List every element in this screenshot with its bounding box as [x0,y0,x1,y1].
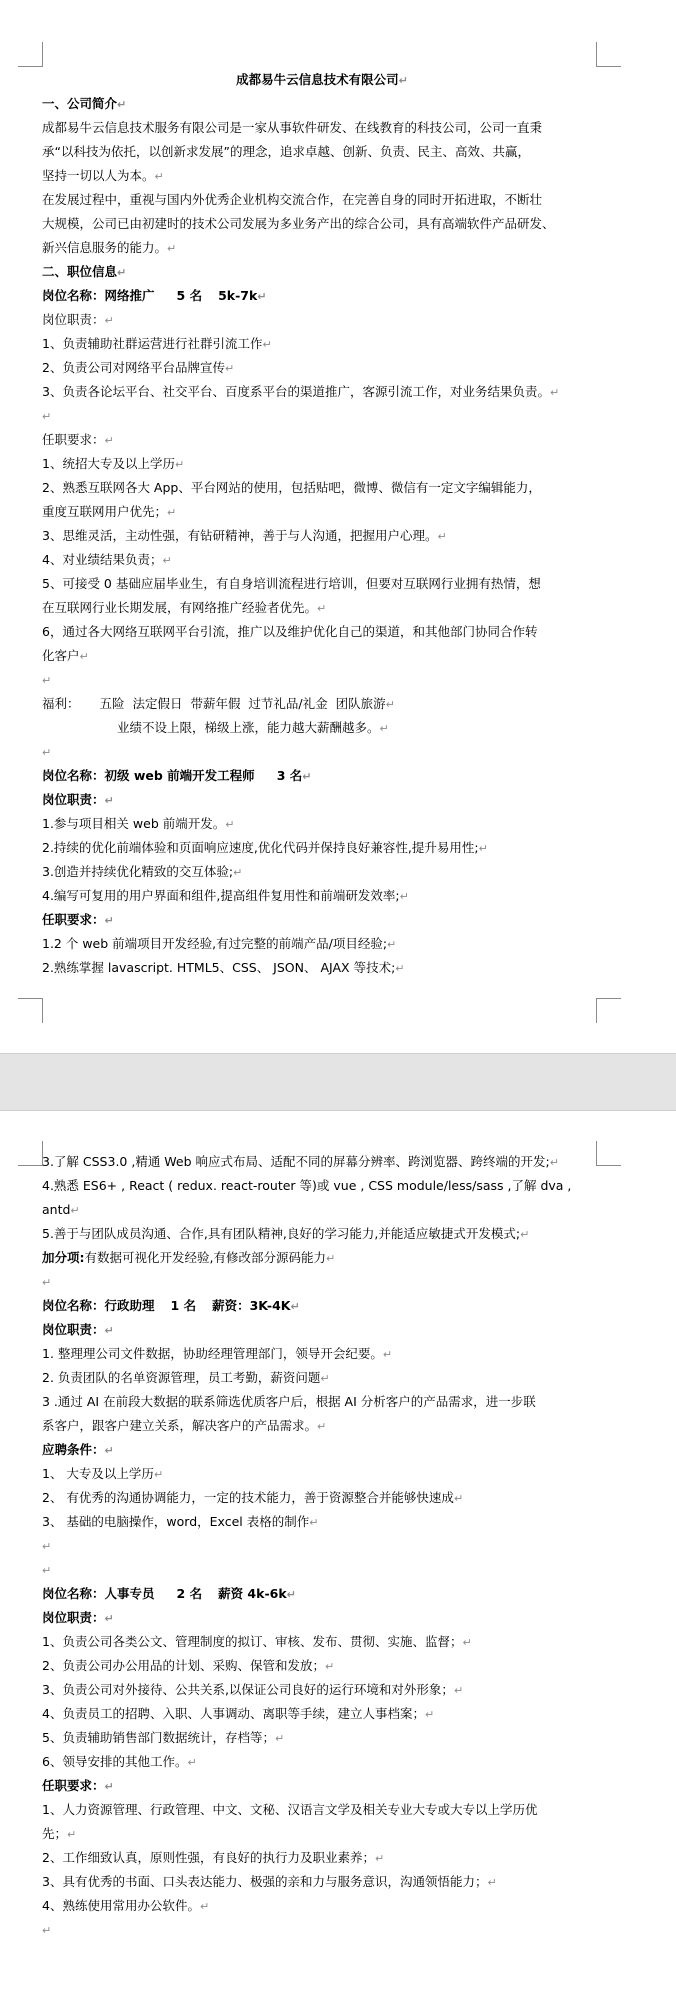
list-item: 2、负责公司办公用品的计划、采购、保管和发放；↵ [42,1658,335,1673]
list-item: 1、负责公司各类公文、管理制度的拟订、审核、发布、贯彻、实施、监督；↵ [42,1634,472,1649]
list-item: 2、熟悉互联网各大 App、平台网站的使用，包括贴吧，微博、微信有一定文字编辑能力， [42,480,541,495]
list-item: 2、工作细致认真，原则性强，有良好的执行力及职业素养；↵ [42,1850,385,1865]
list-item: 1、统招大专及以上学历↵ [42,456,185,471]
job-title: 岗位名称：行政助理 1 名 薪资：3K-4K↵ [42,1298,300,1313]
list-item: 2.持续的优化前端体验和页面响应速度,优化代码并保持良好兼容性,提升易用性;↵ [42,840,488,855]
page-2-body[interactable] [42,1150,602,1942]
list-item: 4.熟悉 ES6+ , React ( redux. react-router 等)或 vue , CSS module/less/sass ,了解 dva , [42,1178,572,1193]
list-item: 3.了解 CSS3.0 ,精通 Web 响应式布局、适配不同的屏幕分辨率、跨浏览器、跨终端的开发;↵ [42,1154,559,1169]
job-title: 岗位名称：人事专员 2 名 薪资 4k-6k↵ [42,1586,296,1601]
list-item: 3、思维灵活，主动性强，有钻研精神，善于与人沟通，把握用户心理。↵ [42,528,447,543]
list-item: 4.编写可复用的用户界面和组件,提高组件复用性和前端研发效率;↵ [42,888,409,903]
list-item: 在互联网行业长期发展，有网络推广经验者优先。↵ [42,600,327,615]
paragraph-line: 新兴信息服务的能力。↵ [42,240,177,255]
list-item: 2、 有优秀的沟通协调能力，一定的技术能力，善于资源整合并能够快速成↵ [42,1490,464,1505]
benefits-line: 业绩不设上限，梯级上涨，能力越大薪酬越多。↵ [117,720,389,735]
label: 任职要求：↵ [42,432,114,447]
list-item: 5.善于与团队成员沟通、合作,具有团队精神,良好的学习能力,并能适应敏捷式开发模式;↵ [42,1226,530,1241]
job-title: 岗位名称：初级 web 前端开发工程师 3 名↵ [42,768,312,783]
list-item: 先；↵ [42,1826,77,1841]
paragraph-line: 在发展过程中，重视与国内外优秀企业机构交流合作，在完善自身的同时开拓进取，不断壮 [42,192,543,207]
list-item: 2. 负责团队的名单资源管理，员工考勤，薪资问题↵ [42,1370,330,1385]
section-heading: 二、职位信息↵ [42,264,127,279]
benefit-tag: 团队旅游 [335,696,386,711]
label: 任职要求：↵ [42,912,114,927]
list-item: 3.创造并持续优化精致的交互体验;↵ [42,864,243,879]
empty-line: ↵ [42,410,52,423]
list-item: 重度互联网用户优先；↵ [42,504,177,519]
list-item: 1、负责辅助社群运营进行社群引流工作↵ [42,336,272,351]
document-title: 成都易牛云信息技术有限公司↵ [236,72,408,87]
benefit-tag: 五险 [99,696,125,711]
crop-mark [18,42,43,67]
crop-mark [596,998,621,1023]
label: 岗位职责：↵ [42,1610,114,1625]
paragraph-line: 大规模，公司已由初建时的技术公司发展为多业务产出的综合公司，具有高端软件产品研发、 [42,216,555,231]
label: 任职要求：↵ [42,1778,114,1793]
list-item: 2、负责公司对网络平台品牌宣传↵ [42,360,235,375]
page-1-body[interactable] [42,68,602,980]
list-item: 5、可接受 0 基础应届毕业生，有自身培训流程进行培训，但要对互联网行业拥有热情，想 [42,576,541,591]
benefit-tag: 带薪年假 [190,696,241,711]
section-heading: 一、公司简介↵ [42,96,127,111]
list-item: 6、领导安排的其他工作。↵ [42,1754,197,1769]
document-page-2 [0,1111,676,2001]
list-item: 2.熟练掌握 lavascript. HTML5、CSS、 JSON、 AJAX 等技术;↵ [42,960,405,975]
list-item: 6，通过各大网络互联网平台引流，推广以及维护优化自己的渠道，和其他部门协同合作转 [42,624,538,639]
list-item: 1. 整理理公司文件数据，协助经理管理部门，领导开会纪要。↵ [42,1346,393,1361]
label: 应聘条件：↵ [42,1442,114,1457]
crop-mark [18,998,43,1023]
paragraph-line: 坚持一切以人为本。↵ [42,168,164,183]
label: 岗位职责：↵ [42,792,114,807]
crop-mark [596,42,621,67]
list-item: 1.2 个 web 前端项目开发经验,有过完整的前端产品/项目经验;↵ [42,936,397,951]
benefits-line: 福利： 五险 法定假日 带薪年假 过节礼品/礼金 团队旅游↵ [42,696,395,711]
list-item: 4、负责员工的招聘、入职、人事调动、离职等手续，建立人事档案；↵ [42,1706,435,1721]
bonus-line: 加分项:有数据可视化开发经验,有修改部分源码能力↵ [42,1250,336,1265]
empty-line: ↵ [42,746,52,759]
paragraph-line: 成都易牛云信息技术服务有限公司是一家从事软件研发、在线教育的科技公司，公司一直秉 [42,120,543,135]
empty-line: ↵ [42,1276,52,1289]
benefit-tag: 法定假日 [132,696,183,711]
list-item: 4、熟练使用常用办公软件。↵ [42,1898,210,1913]
page-separator [0,1053,676,1111]
crop-mark [18,1141,43,1166]
list-item: 3、 基础的电脑操作，word，Excel 表格的制作↵ [42,1514,319,1529]
paragraph-line: 承“以科技为依托，以创新求发展”的理念，追求卓越、创新、负责、民主、高效、共赢， [42,144,530,159]
list-item: 1.参与项目相关 web 前端开发。↵ [42,816,235,831]
list-item: 1、人力资源管理、行政管理、中文、文秘、汉语言文学及相关专业大专或大专以上学历优 [42,1802,538,1817]
job-title: 岗位名称：网络推广 5 名 5k-7k↵ [42,288,267,303]
empty-line: ↵ [42,1540,52,1553]
empty-line: ↵ [42,1924,52,1937]
list-item: 3、具有优秀的书面、口头表达能力、极强的亲和力与服务意识，沟通领悟能力；↵ [42,1874,497,1889]
list-item: 系客户，跟客户建立关系，解决客户的产品需求。↵ [42,1418,327,1433]
list-item: 3 .通过 AI 在前段大数据的联系筛选优质客户后，根据 AI 分析客户的产品需求，进一步联 [42,1394,536,1409]
list-item: 4、对业绩结果负责；↵ [42,552,172,567]
list-item: 5、负责辅助销售部门数据统计，存档等；↵ [42,1730,285,1745]
empty-line: ↵ [42,674,52,687]
label: 岗位职责：↵ [42,1322,114,1337]
list-item: 3、负责各论坛平台、社交平台、百度系平台的渠道推广，客源引流工作，对业务结果负责。↵ [42,384,560,399]
list-item: antd↵ [42,1202,80,1217]
list-item: 1、 大专及以上学历↵ [42,1466,164,1481]
list-item: 3、负责公司对外接待、公共关系,以保证公司良好的运行环境和对外形象；↵ [42,1682,464,1697]
label: 岗位职责：↵ [42,312,114,327]
benefit-tag: 过节礼品/礼金 [248,696,328,711]
list-item: 化客户↵ [42,648,89,663]
empty-line: ↵ [42,1564,52,1577]
